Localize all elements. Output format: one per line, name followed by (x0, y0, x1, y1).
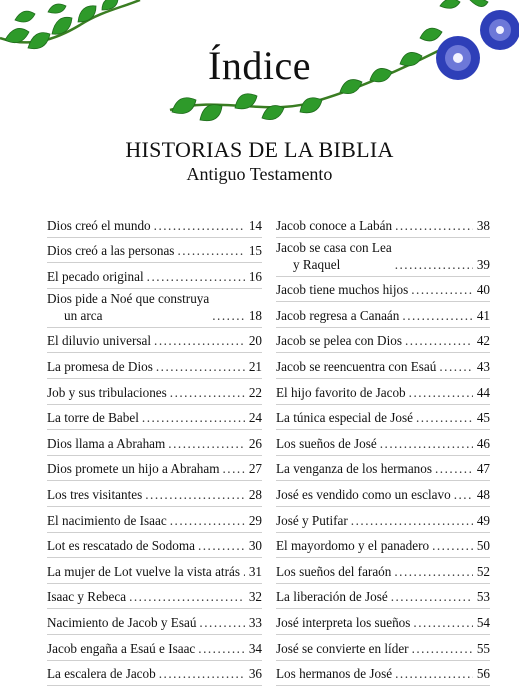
dot-leader (168, 435, 245, 452)
dot-leader (223, 460, 246, 477)
toc-entry-title: Isaac y Rebeca (47, 588, 126, 605)
toc-entry-page: 29 (248, 512, 262, 529)
toc-entry-title: Lot es rescatado de Sodoma (47, 537, 195, 554)
toc-entry (276, 379, 490, 405)
toc-entry (47, 379, 262, 405)
toc-entry-title: La promesa de Dios (47, 358, 153, 375)
dot-leader (394, 563, 473, 580)
toc-entry-title: Los tres visitantes (47, 486, 142, 503)
dot-leader (405, 332, 473, 349)
toc-entry-page: 20 (248, 332, 262, 349)
toc-entry-page: 16 (248, 268, 262, 285)
toc-entry-page: 52 (476, 563, 490, 580)
dot-leader (411, 281, 473, 298)
toc-entry (276, 661, 490, 686)
toc-entry-page: 38 (476, 217, 490, 234)
toc-entry-page: 14 (248, 217, 262, 234)
toc-entry (276, 584, 490, 610)
dot-leader (395, 665, 473, 682)
toc-entry (47, 533, 262, 559)
toc-entry-title: Dios pide a Noé que construya (47, 290, 209, 307)
toc-entry (47, 328, 262, 354)
toc-entry-title: Nacimiento de Jacob y Esaú (47, 614, 196, 631)
dot-leader (416, 409, 473, 426)
toc-entry-title: Dios creó a las personas (47, 242, 174, 259)
toc-entry (276, 507, 490, 533)
toc-entry-page: 24 (248, 409, 262, 426)
toc-left-column (47, 212, 262, 686)
toc-entry (47, 289, 262, 328)
toc-entry-page: 27 (248, 460, 262, 477)
toc-entry-page: 42 (476, 332, 490, 349)
dot-leader (199, 614, 245, 631)
toc-entry-page: 41 (476, 307, 490, 324)
toc-entry-page: 39 (476, 256, 490, 273)
toc-entry-title: Jacob se pelea con Dios (276, 332, 402, 349)
dot-leader (439, 358, 473, 375)
toc-entry-page: 43 (476, 358, 490, 375)
toc-entry-page: 54 (476, 614, 490, 631)
toc-entry-page: 45 (476, 409, 490, 426)
toc-entry (47, 481, 262, 507)
toc-entry-page: 49 (476, 512, 490, 529)
toc-entry-page: 28 (248, 486, 262, 503)
dot-leader (177, 242, 245, 259)
dot-leader (409, 384, 473, 401)
toc-entry-title: Jacob regresa a Canaán (276, 307, 399, 324)
toc-entry-title: José interpreta los sueños (276, 614, 410, 631)
dot-leader (170, 384, 245, 401)
toc-entry-title-continued: un arca (47, 307, 209, 324)
toc-entry-title: Jacob se casa con Lea (276, 239, 392, 256)
toc-entry (47, 238, 262, 264)
toc-entry-title: Dios creó el mundo (47, 217, 151, 234)
toc-entry-page: 32 (248, 588, 262, 605)
toc-entry-title: José se convierte en líder (276, 640, 409, 657)
dot-leader (432, 537, 473, 554)
toc-entry (276, 212, 490, 238)
toc-entry-page: 22 (248, 384, 262, 401)
toc-entry (276, 405, 490, 431)
toc-entry-page: 15 (248, 242, 262, 259)
dot-leader (147, 268, 245, 285)
dot-leader (159, 665, 245, 682)
dot-leader (170, 512, 245, 529)
dot-leader (454, 486, 473, 503)
toc-entry-page: 34 (248, 640, 262, 657)
toc-entry-title: El pecado original (47, 268, 144, 285)
toc-entry (276, 277, 490, 303)
toc-entry (47, 507, 262, 533)
toc-entry-page: 31 (248, 563, 262, 580)
toc-entry (276, 558, 490, 584)
toc-entry-page: 47 (476, 460, 490, 477)
dot-leader (142, 409, 245, 426)
dot-leader (198, 537, 245, 554)
dot-leader (154, 332, 245, 349)
toc-entry-page: 26 (248, 435, 262, 452)
toc-entry-title: Los sueños de José (276, 435, 377, 452)
toc-entry (47, 661, 262, 686)
dot-leader (156, 358, 245, 375)
toc-entry-title: La torre de Babel (47, 409, 139, 426)
toc-entry (47, 263, 262, 289)
toc-entry (47, 353, 262, 379)
toc-entry-title: Jacob conoce a Labán (276, 217, 392, 234)
dot-leader (351, 512, 473, 529)
toc-entry-title: Jacob tiene muchos hijos (276, 281, 408, 298)
toc-entry (47, 456, 262, 482)
index-title: Índice (0, 42, 519, 89)
toc-entry (47, 405, 262, 431)
dot-leader (129, 588, 245, 605)
dot-leader (395, 256, 473, 273)
dot-leader (154, 217, 245, 234)
toc-entry (276, 328, 490, 354)
toc-entry-title: El mayordomo y el panadero (276, 537, 429, 554)
toc-entry-title: Los hermanos de José (276, 665, 392, 682)
dot-leader (412, 640, 473, 657)
toc-entry-title: El diluvio universal (47, 332, 151, 349)
dot-leader (391, 588, 473, 605)
toc-entry-page: 44 (476, 384, 490, 401)
dot-leader (413, 614, 473, 631)
dot-leader (145, 486, 245, 503)
dot-leader (243, 563, 245, 580)
dot-leader (395, 217, 473, 234)
toc-entry (47, 635, 262, 661)
dot-leader (380, 435, 473, 452)
toc-entry-page: 21 (248, 358, 262, 375)
toc-entry-page: 18 (248, 307, 262, 324)
toc-entry-page: 40 (476, 281, 490, 298)
toc-entry-title: José es vendido como un esclavo (276, 486, 451, 503)
toc-entry-page: 50 (476, 537, 490, 554)
book-title: HISTORIAS DE LA BIBLIA (0, 137, 519, 163)
dot-leader (435, 460, 473, 477)
toc-entry (47, 609, 262, 635)
toc-entry-title: Los sueños del faraón (276, 563, 391, 580)
toc-entry-title: La liberación de José (276, 588, 388, 605)
toc-entry-page: 46 (476, 435, 490, 452)
toc-entry (276, 533, 490, 559)
toc-entry-title: La venganza de los hermanos (276, 460, 432, 477)
toc-entry-page: 30 (248, 537, 262, 554)
toc-entry-title: La túnica especial de José (276, 409, 413, 426)
toc-entry (276, 635, 490, 661)
toc-entry-title: La escalera de Jacob (47, 665, 156, 682)
dot-leader (198, 640, 245, 657)
toc-entry-title: Dios promete un hijo a Abraham (47, 460, 220, 477)
toc-entry-title: El hijo favorito de Jacob (276, 384, 406, 401)
toc-entry (276, 481, 490, 507)
toc-entry (276, 353, 490, 379)
toc-entry (276, 238, 490, 277)
toc-entry-title: Jacob se reencuentra con Esaú (276, 358, 436, 375)
toc-entry-page: 33 (248, 614, 262, 631)
toc-entry-title: José y Putifar (276, 512, 348, 529)
toc-entry-title: Jacob engaña a Esaú e Isaac (47, 640, 195, 657)
toc-entry (47, 558, 262, 584)
toc-entry-title: Job y sus tribulaciones (47, 384, 167, 401)
toc-entry-title: El nacimiento de Isaac (47, 512, 167, 529)
dot-leader (212, 307, 245, 324)
toc-entry (276, 456, 490, 482)
toc-entry-page: 48 (476, 486, 490, 503)
toc-entry (47, 430, 262, 456)
toc-entry-title: Dios llama a Abraham (47, 435, 165, 452)
toc-entry (47, 212, 262, 238)
section-title: Antiguo Testamento (0, 164, 519, 185)
toc-entry-page: 55 (476, 640, 490, 657)
toc-entry-title-continued: y Raquel (276, 256, 392, 273)
dot-leader (402, 307, 473, 324)
toc-entry-page: 53 (476, 588, 490, 605)
toc-entry-title: La mujer de Lot vuelve la vista atrás (47, 563, 240, 580)
toc-entry (276, 609, 490, 635)
toc-entry (47, 584, 262, 610)
toc-entry-page: 36 (248, 665, 262, 682)
toc-entry-page: 56 (476, 665, 490, 682)
toc-right-column (276, 212, 490, 686)
toc-entry (276, 430, 490, 456)
toc-entry (276, 302, 490, 328)
